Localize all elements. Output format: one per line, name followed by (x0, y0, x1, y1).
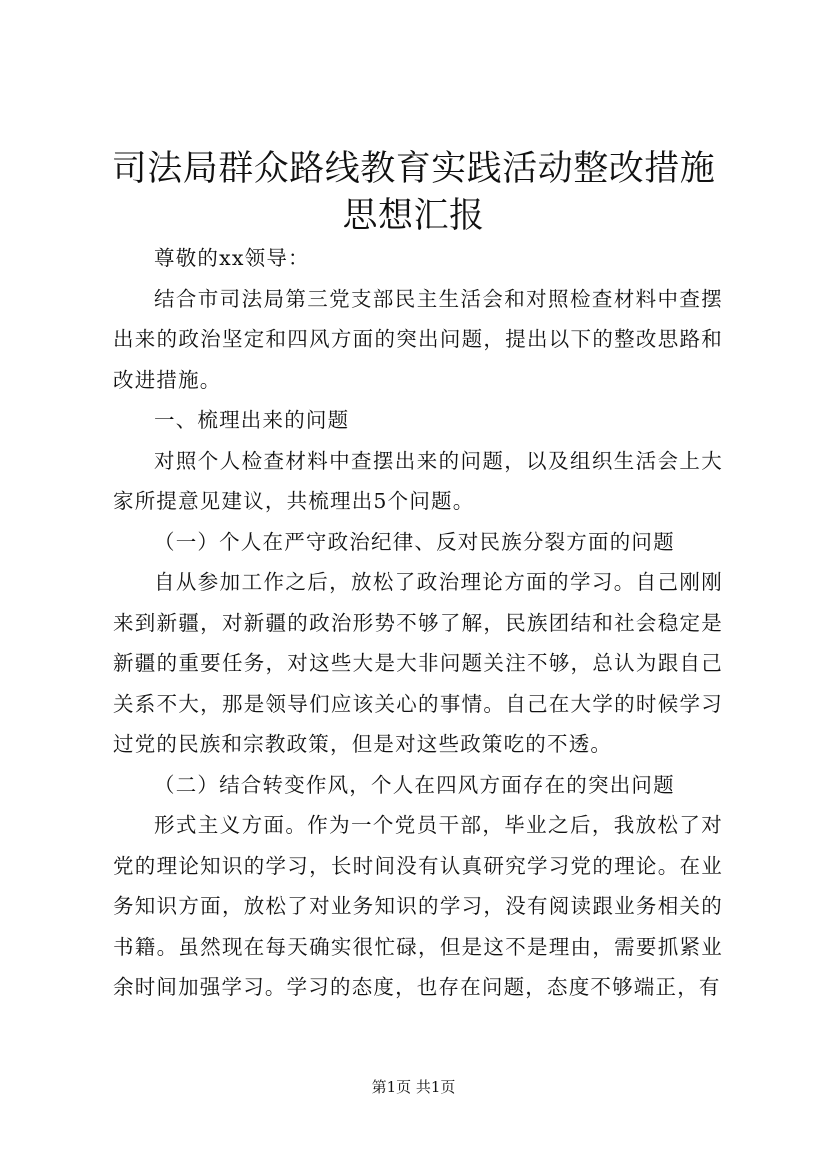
page-footer: 第1页 共1页 (371, 1078, 456, 1096)
subsection-heading-2: （二）结合转变作风，个人在四风方面存在的突出问题 (154, 772, 675, 797)
paragraph-formalism: 形式主义方面。作为一个党员干部，毕业之后，我放松了对党的理论知识的学习，长时间没有认真研究学习党的理论。在业务知识方面，放松了对业务知识的学习，没有阅读跟业务相关的书籍。虽然现在每天确实很忙碌，但是这不是理由，需要抓紧业余时间加强学习。学习的态度，也存在问题，态度不够端正，有 (113, 813, 723, 999)
section-heading: 一、梳理出来的问题 (154, 408, 350, 432)
document-title: 司法局群众路线教育实践活动整改措施思想汇报 (111, 149, 716, 236)
salutation: 尊敬的xx领导： (154, 246, 310, 270)
paragraph-summary: 对照个人检查材料中查摆出来的问题，以及组织生活会上大家所提意见建议，共梳理出5个问题。 (113, 448, 723, 513)
paragraph-intro: 结合市司法局第三党支部民主生活会和对照检查材料中查摆出来的政治坚定和四风方面的突出问题，提出以下的整改思路和改进措施。 (113, 286, 723, 392)
paragraph-political: 自从参加工作之后，放松了政治理论方面的学习。自己刚刚来到新疆，对新疆的政治形势不够了解，民族团结和社会稳定是新疆的重要任务，对这些大是大非问题关注不够，总认为跟自己关系不大，那是领导们应该关心的事情。自己在大学的时候学习过党的民族和宗教政策，但是对这些政策吃的不透。 (113, 570, 723, 756)
subsection-heading-1: （一）个人在严守政治纪律、反对民族分裂方面的问题 (154, 529, 675, 554)
document-body (113, 238, 723, 1008)
